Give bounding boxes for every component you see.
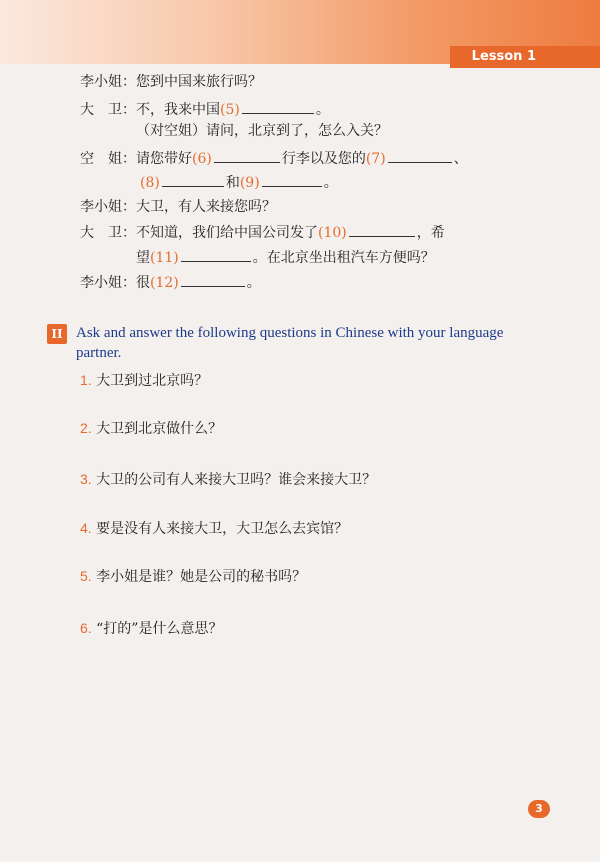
speaker: 李小姐： xyxy=(80,275,136,291)
question-item xyxy=(80,566,306,587)
dialogue-line-8 xyxy=(136,247,435,268)
question-text: 大卫到北京做什么？ xyxy=(96,421,223,437)
answer-blank[interactable] xyxy=(214,148,280,163)
dialogue-line-2 xyxy=(80,99,330,120)
question-item xyxy=(80,370,208,391)
question-item xyxy=(80,469,376,490)
question-number: 4. xyxy=(80,520,92,536)
dialogue-line-1 xyxy=(80,72,262,92)
dialogue-text: 和 xyxy=(225,175,240,191)
dialogue-line-9 xyxy=(80,272,261,293)
speaker: 李小姐： xyxy=(80,199,136,215)
blank-number: (10) xyxy=(318,225,347,241)
question-text: “打的”是什么意思？ xyxy=(96,621,223,637)
question-number: 6. xyxy=(80,620,92,636)
question-item xyxy=(80,618,222,639)
dialogue-line-6 xyxy=(80,197,276,217)
question-item xyxy=(80,418,222,439)
dialogue-text: 不，我来中国 xyxy=(136,102,220,118)
question-number: 2. xyxy=(80,420,92,436)
answer-blank[interactable] xyxy=(162,172,224,187)
dialogue-text: 。 xyxy=(315,102,330,118)
dialogue-text: 。在北京坐出租汽车方便吗？ xyxy=(252,250,435,266)
question-number: 3. xyxy=(80,471,92,487)
speaker: 大 卫： xyxy=(80,102,136,118)
dialogue-line-5 xyxy=(140,172,338,193)
speaker: 大 卫： xyxy=(80,225,136,241)
page-number: 3 xyxy=(528,800,550,818)
dialogue-text: 。 xyxy=(246,275,261,291)
dialogue-text: 大卫，有人来接您吗？ xyxy=(136,199,276,215)
dialogue-line-4 xyxy=(80,148,468,169)
blank-number: (12) xyxy=(150,275,179,291)
dialogue-text: 望 xyxy=(136,250,150,266)
blank-number: (7) xyxy=(365,151,386,167)
question-text: 要是没有人来接大卫，大卫怎么去宾馆？ xyxy=(96,521,349,537)
answer-blank[interactable] xyxy=(388,148,452,163)
dialogue-text: 很 xyxy=(136,275,150,291)
dialogue-text: 、 xyxy=(453,151,468,167)
answer-blank[interactable] xyxy=(181,247,251,262)
blank-number: (6) xyxy=(192,151,212,167)
question-text: 大卫的公司有人来接大卫吗？谁会来接大卫？ xyxy=(96,472,377,488)
blank-number: (11) xyxy=(150,250,179,266)
question-text: 大卫到过北京吗？ xyxy=(96,373,209,389)
answer-blank[interactable] xyxy=(262,172,322,187)
question-item xyxy=(80,518,348,539)
blank-number: (8) xyxy=(140,175,160,191)
dialogue-text: 请您带好 xyxy=(136,151,192,167)
speaker: 空 姐： xyxy=(80,151,136,167)
dialogue-text: （对空姐）请问，北京到了，怎么入关？ xyxy=(136,123,388,139)
dialogue-text: 。 xyxy=(323,175,338,191)
answer-blank[interactable] xyxy=(242,99,314,114)
dialogue-text: 行李以及您的 xyxy=(281,151,366,167)
dialogue-text: 不知道，我们给中国公司发了 xyxy=(136,225,318,241)
dialogue-text: ，希 xyxy=(416,225,445,241)
dialogue-line-7 xyxy=(80,222,445,243)
question-number: 1. xyxy=(80,372,92,388)
blank-number: (5) xyxy=(220,102,240,118)
section-instruction: Ask and answer the following questions in Chinese with your language partner. xyxy=(76,325,504,361)
question-number: 5. xyxy=(80,568,92,584)
speaker: 李小姐： xyxy=(80,74,136,90)
blank-number: (9) xyxy=(239,175,260,191)
dialogue-line-3 xyxy=(136,121,388,141)
lesson-label: Lesson 1 xyxy=(450,46,600,68)
answer-blank[interactable] xyxy=(181,272,245,287)
section-number-icon: II xyxy=(47,324,67,344)
answer-blank[interactable] xyxy=(349,222,415,237)
dialogue-text: 您到中国来旅行吗？ xyxy=(136,74,262,90)
question-text: 李小姐是谁？她是公司的秘书吗？ xyxy=(96,569,307,585)
